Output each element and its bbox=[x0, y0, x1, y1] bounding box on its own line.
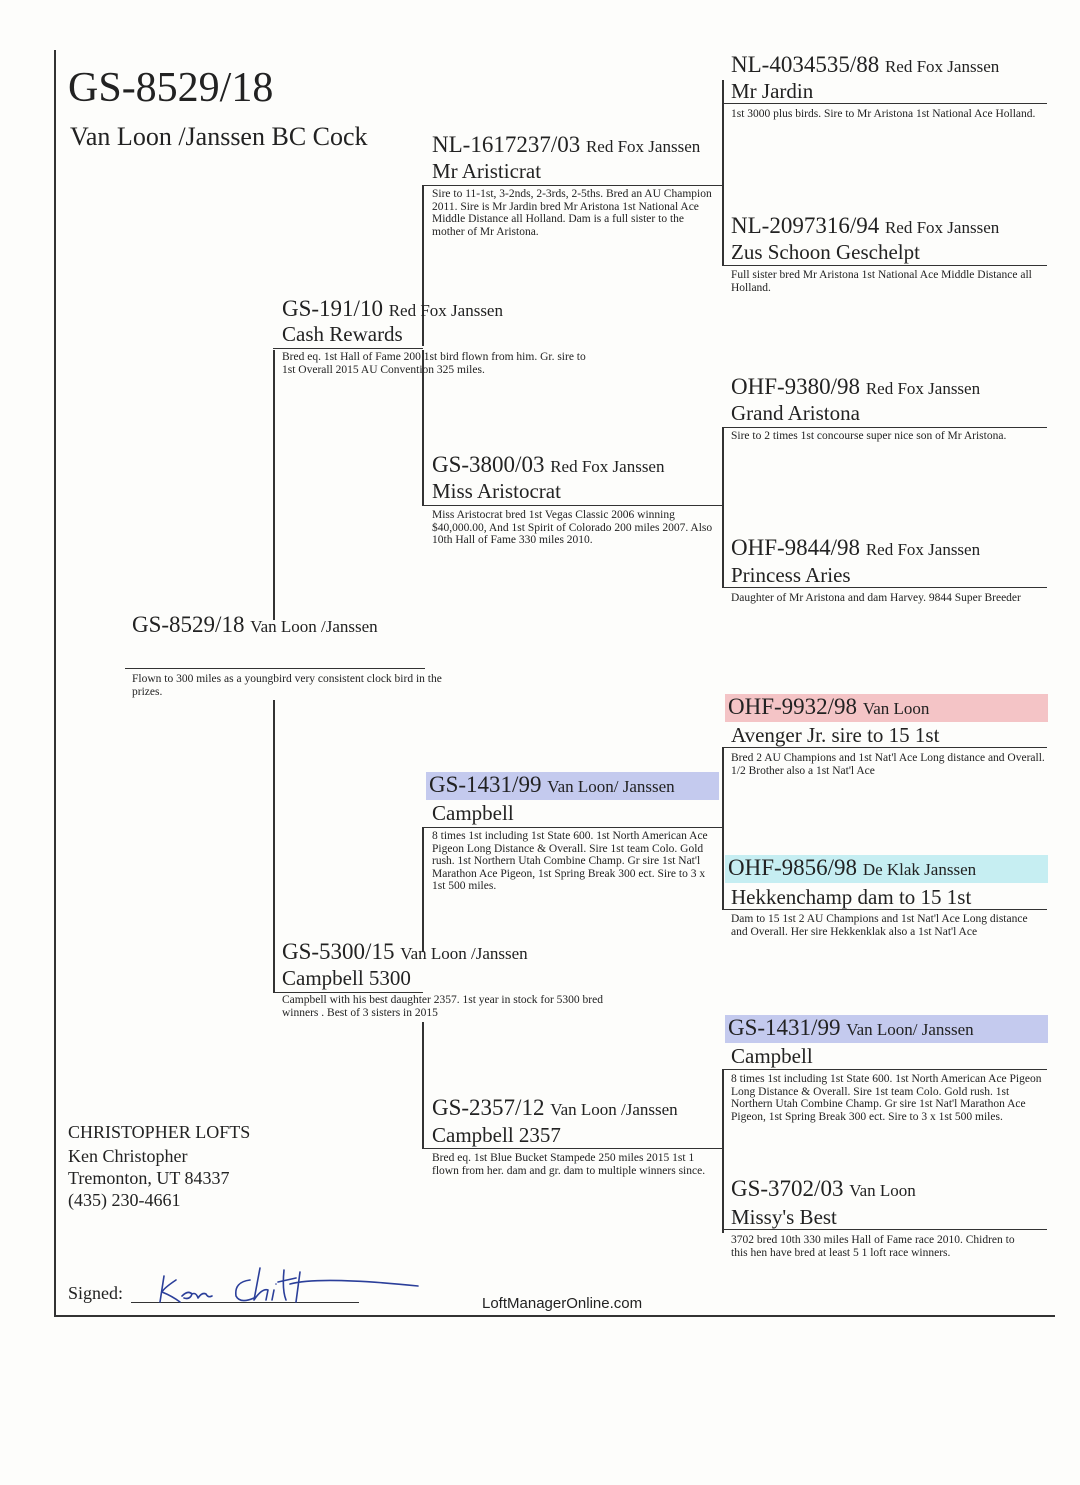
connector-dam-dd bbox=[422, 1022, 424, 1149]
sire-strain: Red Fox Janssen bbox=[388, 301, 503, 320]
connector-subject-sire bbox=[273, 350, 275, 620]
connector-ds-dsd bbox=[722, 828, 724, 910]
sdd-underline bbox=[722, 587, 1047, 588]
sd-name: Miss Aristocrat bbox=[432, 479, 561, 503]
sd-band: GS-3800/03 bbox=[432, 452, 545, 477]
sd-band-line bbox=[432, 452, 664, 480]
dsd-underline bbox=[722, 909, 1047, 910]
sds-band: OHF-9380/98 bbox=[731, 374, 861, 399]
sd-strain: Red Fox Janssen bbox=[550, 457, 665, 476]
sds-strain: Red Fox Janssen bbox=[865, 379, 981, 398]
sss-strain: Red Fox Janssen bbox=[884, 57, 1000, 76]
ss-band: NL-1617237/03 bbox=[432, 132, 581, 157]
page-title-band: GS-8529/18 bbox=[68, 65, 274, 111]
dam-name: Campbell 5300 bbox=[282, 966, 411, 990]
connector-ds-dss bbox=[722, 748, 724, 828]
sds-note: Sire to 2 times 1st concourse super nice son of Mr Aristona. bbox=[731, 430, 1007, 442]
sire-band-line bbox=[282, 296, 503, 324]
dss-band: OHF-9932/98 bbox=[728, 694, 858, 719]
ds-strain: Van Loon/ Janssen bbox=[547, 777, 675, 796]
sire-name: Cash Rewards bbox=[282, 322, 403, 346]
sdd-band: OHF-9844/98 bbox=[731, 535, 861, 560]
breeder-loft: CHRISTOPHER LOFTS bbox=[68, 1122, 251, 1142]
ss-name: Mr Aristicrat bbox=[432, 159, 542, 183]
ssd-band: NL-2097316/94 bbox=[731, 213, 880, 238]
ss-strain: Red Fox Janssen bbox=[585, 137, 701, 156]
subject-note: Flown to 300 miles as a youngbird very consistent clock bird in the prizes. bbox=[132, 673, 442, 698]
dam-band: GS-5300/15 bbox=[282, 939, 395, 964]
dd-strain: Van Loon /Janssen bbox=[550, 1100, 678, 1119]
ddd-underline bbox=[722, 1229, 1047, 1230]
dsd-name: Hekkenchamp dam to 15 1st bbox=[731, 885, 972, 909]
dss-underline bbox=[722, 747, 1047, 748]
dd-underline bbox=[422, 1148, 723, 1149]
ds-band-line bbox=[426, 772, 719, 800]
dds-name: Campbell bbox=[731, 1044, 813, 1068]
ddd-band: GS-3702/03 bbox=[731, 1176, 844, 1201]
sds-name: Grand Aristona bbox=[731, 401, 860, 425]
dam-note: Campbell with his best daughter 2357. 1st year in stock for 5300 bred winners . Best of 3 sisters in 2015 bbox=[282, 994, 603, 1019]
sss-underline bbox=[722, 103, 1047, 104]
dd-band: GS-2357/12 bbox=[432, 1095, 545, 1120]
connector-ss-sss bbox=[722, 80, 724, 186]
subject-band: GS-8529/18 bbox=[132, 612, 245, 637]
sdd-band-line bbox=[731, 535, 980, 563]
connector-dd-ddd bbox=[722, 1149, 724, 1233]
sds-underline bbox=[722, 427, 1047, 428]
dds-band: GS-1431/99 bbox=[728, 1015, 841, 1040]
sire-band: GS-191/10 bbox=[282, 296, 383, 321]
ssd-strain: Red Fox Janssen bbox=[884, 218, 1000, 237]
ssd-note: Full sister bred Mr Aristona 1st National Ace Middle Distance all Holland. bbox=[731, 269, 1032, 294]
sdd-strain: Red Fox Janssen bbox=[865, 540, 981, 559]
connector-ss-ssd bbox=[722, 186, 724, 266]
sds-band-line bbox=[731, 374, 980, 402]
ss-note: Sire to 11-1st, 3-2nds, 2-3rds, 2-5ths. Bred an AU Champion 2011. Sire is Mr Jardin bred Mr Aristona 1st National Ace Middle Distance all Holland. Dam is a full sister to the mother of Mr Aristona. bbox=[432, 188, 712, 238]
page-subtitle: Van Loon /Janssen BC Cock bbox=[70, 122, 368, 151]
sire-note: Bred eq. 1st Hall of Fame 200 1st bird flown from him. Gr. sire to 1st Overall 2015 AU Convention 325 miles. bbox=[282, 351, 586, 376]
connector-dd-dds bbox=[722, 1070, 724, 1149]
dss-band-line bbox=[725, 694, 1048, 722]
dds-strain: Van Loon/ Janssen bbox=[846, 1020, 974, 1039]
ds-underline bbox=[422, 827, 723, 828]
dsd-band: OHF-9856/98 bbox=[728, 855, 858, 880]
sdd-name: Princess Aries bbox=[731, 563, 851, 587]
dsd-note: Dam to 15 1st 2 AU Champions and 1st Nat'l Ace Long distance and Overall. Her sire Hekkenklak also a 1st Nat'l Ace bbox=[731, 913, 1028, 938]
connector-sd-sdd bbox=[722, 506, 724, 588]
sss-band: NL-4034535/88 bbox=[731, 52, 880, 77]
sire-underline bbox=[273, 348, 423, 349]
dam-band-line bbox=[282, 939, 528, 967]
sss-band-line bbox=[731, 52, 999, 80]
ssd-band-line bbox=[731, 213, 999, 241]
ssd-name: Zus Schoon Geschelpt bbox=[731, 240, 920, 264]
dss-strain: Van Loon bbox=[862, 699, 930, 718]
sd-underline bbox=[422, 505, 723, 506]
ss-band-line bbox=[432, 132, 700, 160]
breeder-address: Tremonton, UT 84337 bbox=[68, 1168, 230, 1188]
subject-strain: Van Loon /Janssen bbox=[250, 617, 378, 636]
dds-underline bbox=[722, 1069, 1047, 1070]
sd-note: Miss Aristocrat bred 1st Vegas Classic 2006 winning $40,000.00, And 1st Spirit of Colorado 200 miles 2007. Also 10th Hall of Fame 330 miles 2010. bbox=[432, 509, 713, 546]
connector-subject-dam bbox=[273, 700, 275, 992]
dd-band-line bbox=[432, 1095, 678, 1123]
dam-strain: Van Loon /Janssen bbox=[400, 944, 528, 963]
connector-sd-sds bbox=[722, 428, 724, 506]
sss-note: 1st 3000 plus birds. Sire to Mr Aristona 1st National Ace Holland. bbox=[731, 108, 1036, 120]
dss-note: Bred 2 AU Champions and 1st Nat'l Ace Long distance and Overall. 1/2 Brother also a 1st Nat'l Ace bbox=[731, 752, 1045, 777]
ddd-name: Missy's Best bbox=[731, 1205, 837, 1229]
ds-name: Campbell bbox=[432, 801, 514, 825]
breeder-owner: Ken Christopher bbox=[68, 1146, 188, 1166]
dds-note: 8 times 1st including 1st State 600. 1st North American Ace Pigeon Long Distance & Overall. Sire 1st team Colo. Gold rush. 1st Northern Utah Combine Champ. Gr sire 1st Nat'l Marathon Ace Pigeon, 1st Spring Break 300 ect. Sire to 3 x 1st 500 miles. bbox=[731, 1073, 1042, 1123]
dss-name: Avenger Jr. sire to 15 1st bbox=[731, 723, 940, 747]
sdd-note: Daughter of Mr Aristona and dam Harvey. 9844 Super Breeder bbox=[731, 592, 1021, 604]
dds-band-line bbox=[725, 1015, 1048, 1043]
dsd-strain: De Klak Janssen bbox=[862, 860, 977, 879]
handwritten-signature bbox=[150, 1262, 430, 1322]
ddd-note: 3702 bred 10th 330 miles Hall of Fame race 2010. Chidren to this hen have bred at least 5 1 loft race winners. bbox=[731, 1234, 1015, 1259]
subject-underline bbox=[125, 668, 425, 669]
sss-name: Mr Jardin bbox=[731, 79, 814, 103]
ddd-band-line bbox=[731, 1176, 916, 1204]
ddd-strain: Van Loon bbox=[849, 1181, 916, 1200]
breeder-phone: (435) 230-4661 bbox=[68, 1190, 181, 1210]
dsd-band-line bbox=[725, 855, 1048, 883]
dd-name: Campbell 2357 bbox=[432, 1123, 561, 1147]
ssd-underline bbox=[722, 265, 1047, 266]
connector-dam-ds bbox=[422, 828, 424, 952]
ss-underline bbox=[422, 185, 723, 186]
site-credit: LoftManagerOnline.com bbox=[482, 1295, 643, 1312]
dam-underline bbox=[273, 992, 423, 993]
ds-note: 8 times 1st including 1st State 600. 1st North American Ace Pigeon Long Distance & Overall. Sire 1st team Colo. Gold rush. 1st Northern Utah Combine Champ. Gr sire 1st Nat'l Marathon Ace Pigeon, 1st Spring Break 300 ect. Sire to 3 x 1st 500 miles. bbox=[432, 830, 708, 892]
signed-label: Signed: bbox=[68, 1283, 124, 1303]
subject-entry bbox=[132, 612, 378, 640]
frame-left-line bbox=[54, 50, 56, 1316]
dd-note: Bred eq. 1st Blue Bucket Stampede 250 miles 2015 1st 1 flown from her. dam and gr. dam to multiple winners since. bbox=[432, 1152, 706, 1177]
ds-band: GS-1431/99 bbox=[429, 772, 542, 797]
